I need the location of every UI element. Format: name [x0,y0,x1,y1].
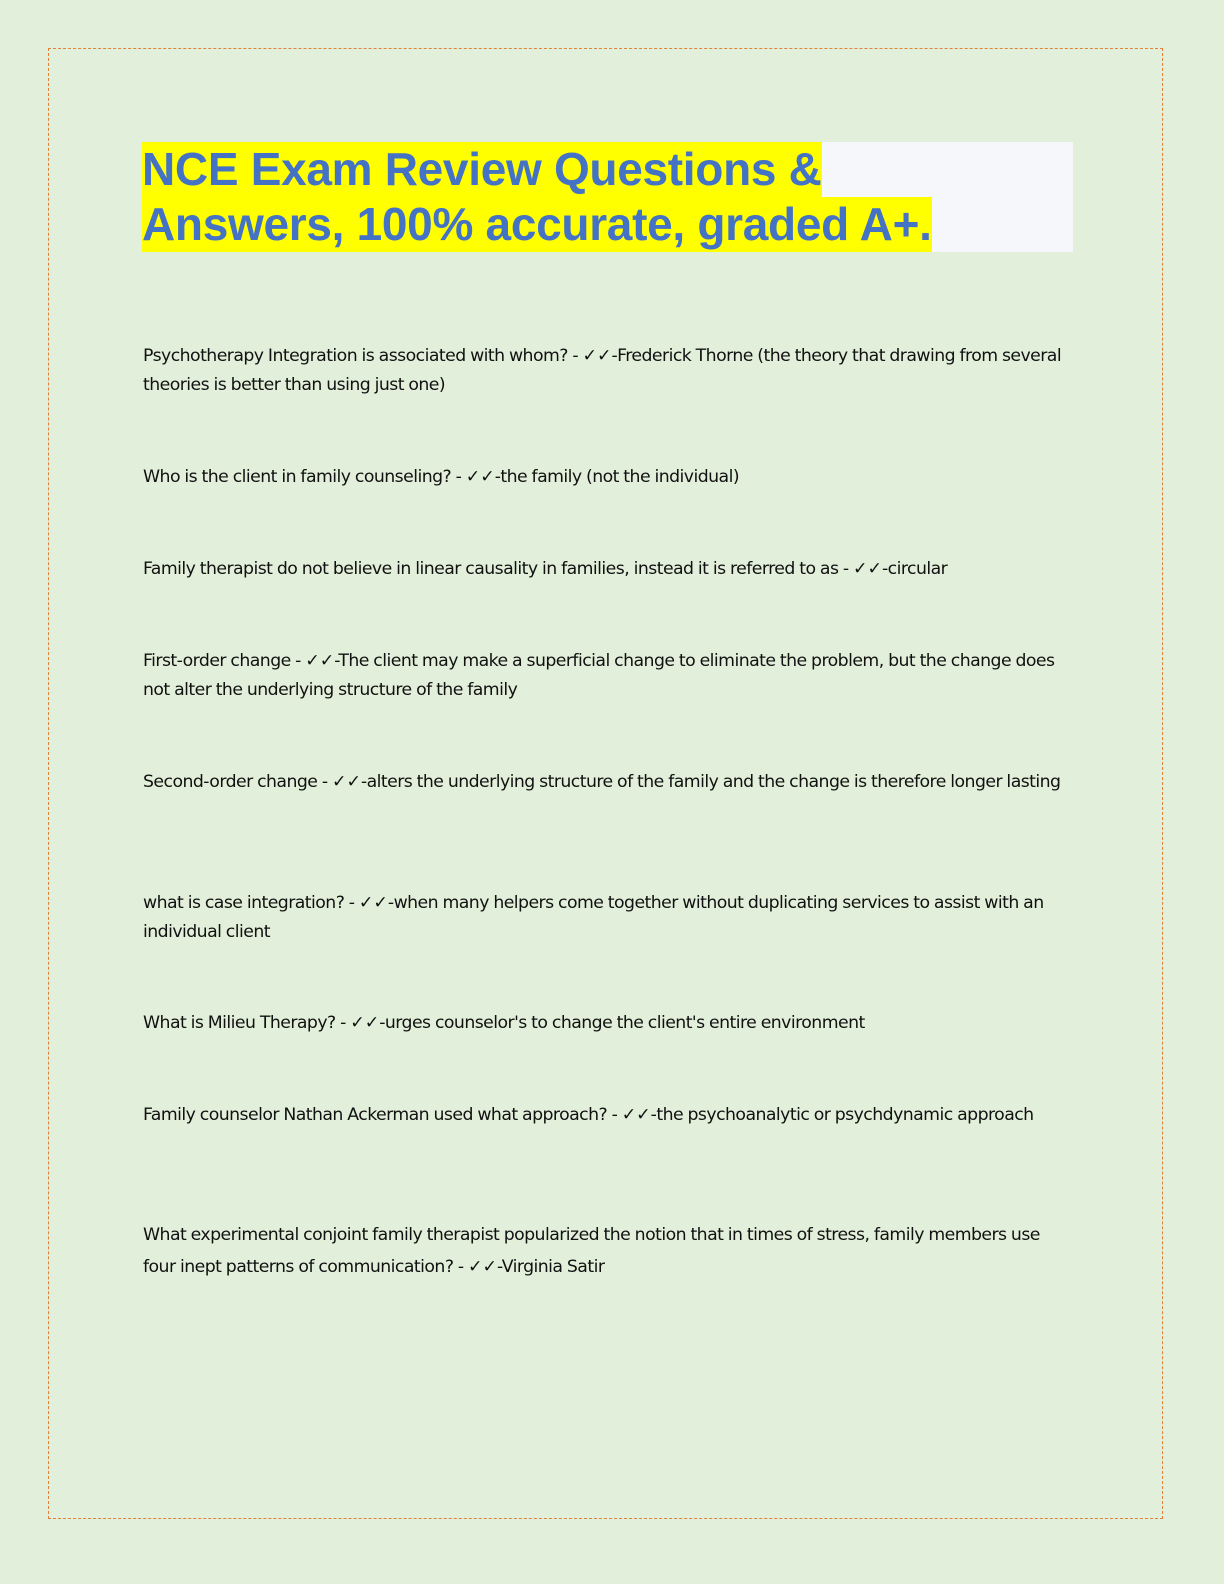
question-text: What is Milieu Therapy? [143,1013,336,1033]
separator: - [317,772,332,792]
answer-text: circular [887,559,948,579]
double-check-icon: ✓✓ [350,1013,380,1033]
separator: - [451,467,466,487]
qa-item [143,889,1073,947]
double-check-icon: ✓✓ [331,772,361,792]
qa-item [143,1009,1073,1038]
answer-text: the family (not the individual) [500,467,740,487]
qa-item [143,1101,1073,1130]
separator: - [335,1013,351,1033]
separator: - [497,1257,502,1277]
question-text: Second-order change [143,772,318,792]
document-title-line-2: Answers, 100% accurate, graded A+. [142,198,932,250]
separator: - [567,346,583,366]
separator: - [838,559,853,579]
answer-text: Virginia Satir [501,1257,605,1277]
qa-item [143,768,1073,797]
double-check-icon: ✓✓ [621,1105,651,1125]
question-text: Family counselor Nathan Ackerman used what approach? [143,1105,608,1125]
separator: - [453,1257,469,1277]
question-text: Psychotherapy Integration is associated with whom? [143,346,568,366]
separator: - [360,772,367,792]
double-check-icon: ✓✓ [465,467,495,487]
answer-text: when many helpers come together without duplicating services to assist with an individual client [143,893,1044,942]
qa-item [143,555,1073,584]
separator: - [607,1105,622,1125]
answer-text: The client may make a superficial change to eliminate the problem, but the change does not alter the underlying structure of the family [143,651,1055,700]
question-text: what is case integration? [143,893,345,913]
separator: - [379,1013,385,1033]
answer-text: the psychoanalytic or psychdynamic approach [656,1105,1034,1125]
qa-item [143,1219,1073,1283]
answer-text: alters the underlying structure of the family and the change is therefore longer lasting [366,772,1061,792]
separator: - [611,346,618,366]
double-check-icon: ✓✓ [358,893,388,913]
qa-item [143,342,1073,400]
question-text: What experimental conjoint family therapist popularized the notion that in times of stress, family members use four inept patterns of communication? [143,1225,1040,1277]
separator: - [334,651,339,671]
separator: - [650,1105,657,1125]
document-title-line-1: NCE Exam Review Questions & [142,143,822,195]
double-check-icon: ✓✓ [305,651,335,671]
double-check-icon: ✓✓ [468,1257,497,1277]
question-text: First-order change [143,651,291,671]
double-check-icon: ✓✓ [853,559,882,579]
double-check-icon: ✓✓ [582,346,612,366]
separator: - [494,467,501,487]
qa-item [143,463,1073,492]
qa-item [143,647,1073,705]
question-text: Who is the client in family counseling? [143,467,452,487]
separator: - [387,893,394,913]
answer-text: urges counselor's to change the client's entire environment [384,1013,865,1033]
separator: - [881,559,888,579]
question-text: Family therapist do not believe in linear causality in families, instead it is referred to as [143,559,839,579]
separator: - [344,893,359,913]
separator: - [290,651,306,671]
answer-text: Frederick Thorne (the theory that drawing from several theories is better than using just one) [143,346,1062,395]
